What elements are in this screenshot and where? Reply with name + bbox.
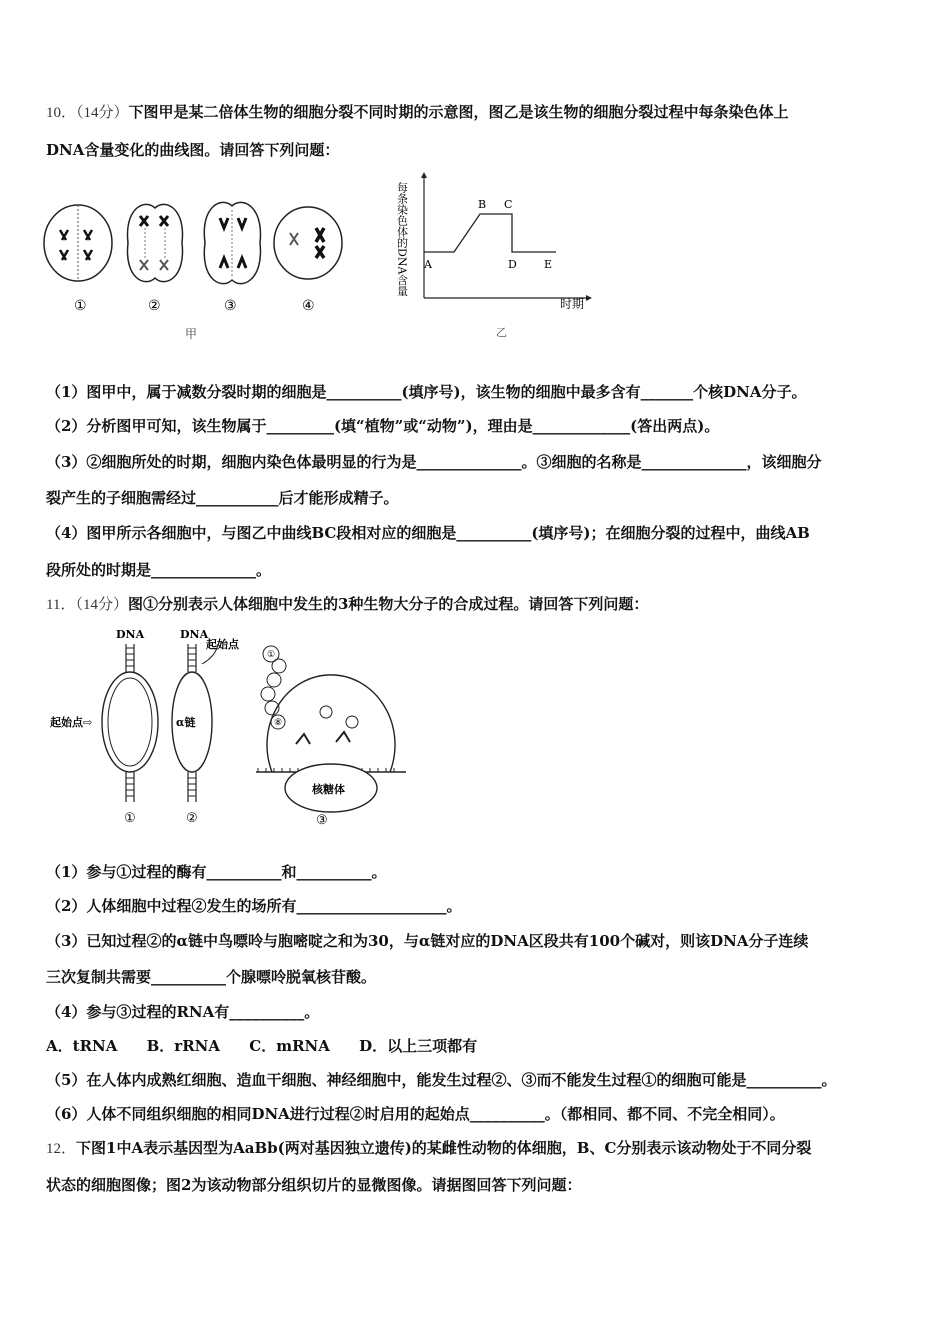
q11-number: 11． bbox=[46, 597, 76, 613]
figure-jia bbox=[40, 188, 350, 348]
cell-label-3: ③ bbox=[224, 298, 237, 314]
q10-score: （14分） bbox=[76, 105, 129, 121]
point-e: E bbox=[544, 258, 553, 271]
process-label-2: ② bbox=[186, 811, 198, 826]
cell-3 bbox=[204, 202, 260, 283]
q12-stem-line2: 状态的细胞图像；图2为该动物部分组织切片的显微图像。请据图回答下列问题： bbox=[46, 1176, 582, 1194]
q10-stem-line1 bbox=[46, 102, 789, 123]
q11-sub3-line1: （3）已知过程②的α链中鸟嘌呤与胞嘧啶之和为30，与α链对应的DNA区段共有100个碱对，则该DNA分子连续 bbox=[46, 932, 809, 950]
q11-stem-text: 图①分别表示人体细胞中发生的3种生物大分子的合成过程。请回答下列问题： bbox=[127, 595, 649, 613]
option-b: B．rRNA bbox=[146, 1037, 221, 1055]
q11-sub2: （2）人体细胞中过程②发生的场所有____________________。 bbox=[46, 897, 462, 915]
q10-stem-text1: 下图甲是某二倍体生物的细胞分裂不同时期的示意图，图乙是该生物的细胞分裂过程中每条染色体上 bbox=[128, 103, 789, 121]
q12-stem-text1: 下图1中A表示基因型为AaBb(两对基因独立遗传)的某雌性动物的体细胞，B、C分别表示该动物处于不同分裂 bbox=[76, 1139, 812, 1157]
option-a: A．tRNA bbox=[46, 1037, 118, 1055]
graph-ylabel: 每条染色体的DNA含量 bbox=[396, 182, 409, 297]
q11-sub6: （6）人体不同组织细胞的相同DNA进行过程②时启用的起始点__________。（都相同、都不同、不完全相同）。 bbox=[46, 1105, 785, 1123]
chain-start-label: ① bbox=[267, 650, 276, 660]
cell-1 bbox=[44, 205, 112, 281]
cell-2 bbox=[127, 204, 182, 281]
dna-label-2: DNA bbox=[180, 628, 209, 641]
origin-label-top: 起始点 bbox=[206, 638, 239, 651]
q10-sub4-line1: （4）图甲所示各细胞中，与图乙中曲线BC段相对应的细胞是__________(填序号)；在细胞分裂的过程中，曲线AB bbox=[46, 524, 810, 542]
figure-yi bbox=[396, 168, 596, 348]
q10-sub3-line1: （3）②细胞所处的时期，细胞内染色体最明显的行为是______________。③细胞的名称是______________，该细胞分 bbox=[46, 453, 822, 471]
cell-label-1: ① bbox=[74, 298, 87, 314]
figure-jia-caption: 甲 bbox=[185, 327, 198, 341]
figure-yi-caption: 乙 bbox=[496, 326, 507, 339]
cell-4 bbox=[274, 207, 342, 279]
replication-diagram bbox=[50, 628, 158, 826]
q10-sub4-line2: 段所处的时期是______________。 bbox=[46, 561, 272, 579]
origin-label-left: 起始点⇨ bbox=[50, 716, 93, 729]
chain-end-label: ⑧ bbox=[274, 718, 283, 728]
ribosome-label: 核糖体 bbox=[312, 783, 345, 796]
option-c: C．mRNA bbox=[249, 1037, 330, 1055]
q11-stem bbox=[46, 594, 648, 615]
graph-xlabel: 时期 bbox=[560, 297, 585, 311]
q11-sub4: （4）参与③过程的RNA有__________。 bbox=[46, 1003, 320, 1021]
dna-content-curve bbox=[424, 214, 556, 252]
transcription-diagram bbox=[172, 628, 240, 826]
q10-stem-line2: DNA含量变化的曲线图。请回答下列问题： bbox=[46, 141, 340, 159]
process-label-3: ③ bbox=[316, 813, 328, 828]
point-d: D bbox=[508, 258, 517, 271]
q10-sub2: （2）分析图甲可知，该生物属于_________(填“植物”或“动物”)，理由是_____________(答出两点)。 bbox=[46, 417, 720, 435]
point-a: A bbox=[424, 258, 432, 271]
process-label-1: ① bbox=[124, 811, 136, 826]
q12-stem-line1 bbox=[46, 1138, 811, 1159]
cell-label-2: ② bbox=[148, 298, 161, 314]
q10-sub3-line2: 裂产生的子细胞需经过___________后才能形成精子。 bbox=[46, 489, 399, 507]
q11-sub1: （1）参与①过程的酶有__________和__________。 bbox=[46, 863, 387, 881]
cell-label-4: ④ bbox=[302, 298, 315, 314]
q12-number: 12． bbox=[46, 1141, 77, 1157]
figure-q11 bbox=[46, 624, 406, 830]
alpha-chain-label: α链 bbox=[176, 716, 196, 729]
q11-sub3-line2: 三次复制共需要__________个腺嘌呤脱氧核苷酸。 bbox=[46, 968, 377, 986]
q11-score: （14分） bbox=[75, 597, 128, 613]
dna-label-1: DNA bbox=[116, 628, 145, 641]
q10-number: 10． bbox=[46, 105, 77, 121]
point-b: B bbox=[478, 198, 487, 211]
q10-sub1: （1）图甲中，属于减数分裂时期的细胞是__________(填序号)，该生物的细胞中最多含有_______个核DNA分子。 bbox=[46, 383, 807, 401]
q11-options bbox=[46, 1036, 501, 1056]
q11-sub5: （5）在人体内成熟红细胞、造血干细胞、神经细胞中，能发生过程②、③而不能发生过程①的细胞可能是__________。 bbox=[46, 1071, 837, 1089]
point-c: C bbox=[504, 198, 513, 211]
option-d: D．以上三项都有 bbox=[359, 1037, 478, 1055]
translation-diagram bbox=[256, 646, 406, 828]
